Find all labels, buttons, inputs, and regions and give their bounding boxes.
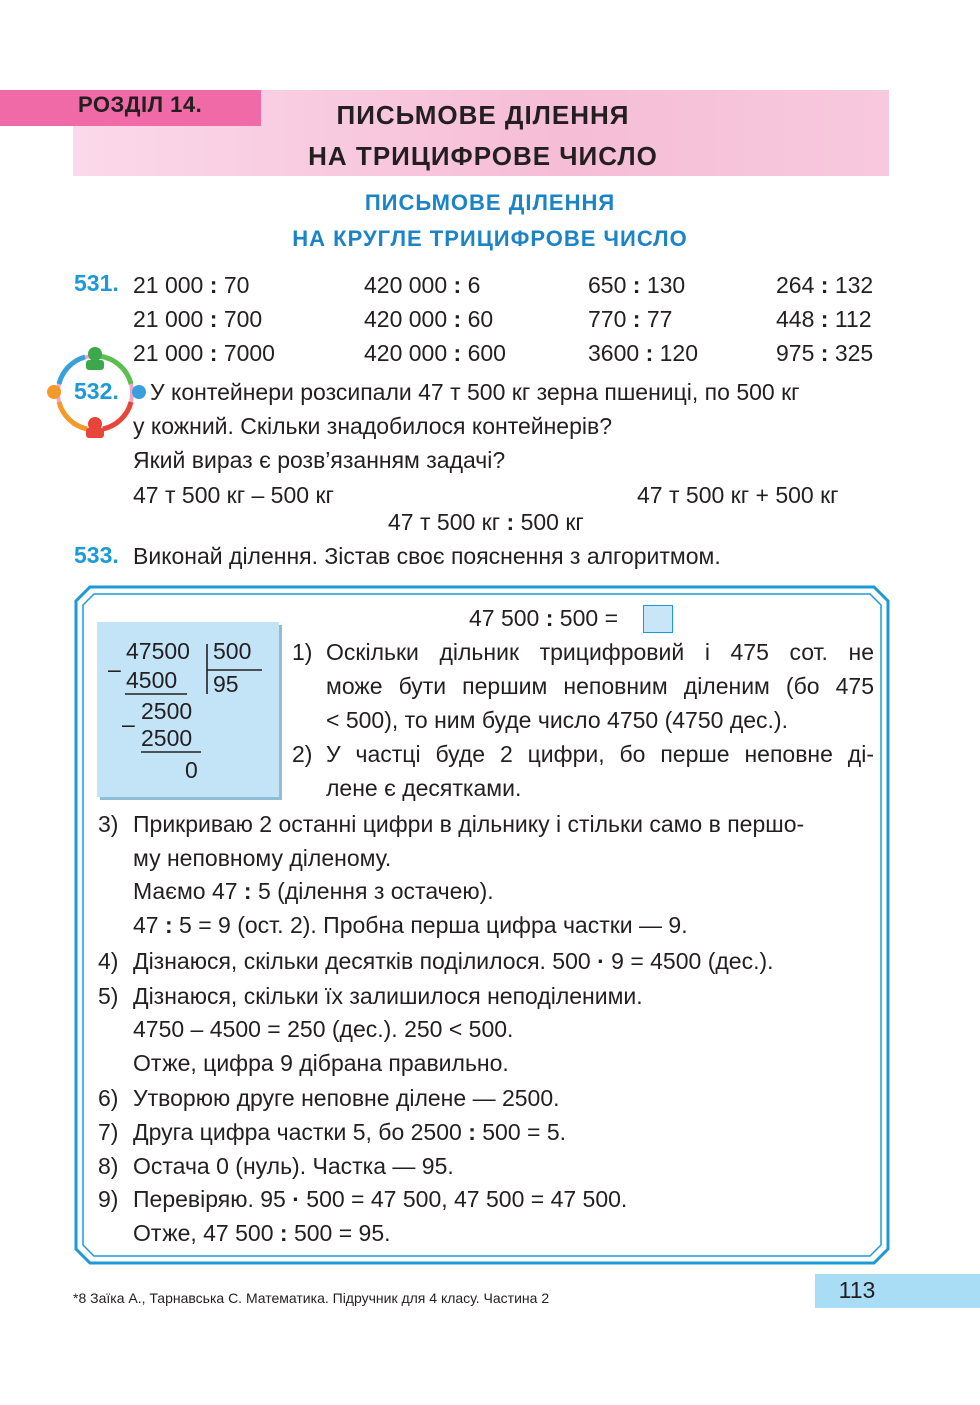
exercise-531-expression: 21 000 : 7000 [133,340,275,366]
step-3-line4: 47 : 5 = 9 (ост. 2). Пробна перша цифра частки — 9. [133,912,688,938]
step-9-number: 9) [98,1186,119,1212]
minus-sign-2: – [122,711,135,737]
exercise-531-expression: 448 : 112 [776,306,872,332]
step-9-line1: Перевіряю. 95 · 500 = 47 500, 47 500 = 47 500. [133,1186,628,1212]
exercise-531-expression: 21 000 : 700 [133,306,263,332]
step-8-text: Остача 0 (нуль). Частка — 95. [133,1153,454,1179]
step-7-text: Друга цифра частки 5, бо 2500 : 500 = 5. [133,1119,567,1145]
exercise-532-number: 532. [74,378,119,404]
subtrahend-1: 4500 [126,667,178,693]
step-2-number: 2) [292,741,313,767]
exercise-531-expression: 770 : 77 [588,306,673,332]
final-remainder: 0 [185,757,198,783]
step-7-number: 7) [98,1119,119,1145]
step-2-line1: У частці буде 2 цифри, бо перше неповне ді- [326,741,874,767]
divisor: 500 [213,638,252,664]
chapter-title-line2: НА ТРИЦИФРОВЕ ЧИСЛО [308,141,658,171]
exercise-532-line3: Який вираз є розв’язанням задачі? [133,447,506,473]
exercise-532-line2: у кожний. Скільки знадобилося контейнерів? [133,413,613,439]
long-division-lines [97,622,279,797]
minus-sign-1: – [108,656,121,682]
exercise-531-expression: 3600 : 120 [588,340,698,366]
step-3-line3: Маємо 47 : 5 (ділення з остачею). [133,878,494,904]
exercise-531-expression: 650 : 130 [588,272,686,298]
step-1-line2: може бути першим неповним діленим (бо 475 [326,673,874,699]
exercise-531-expression: 264 : 132 [776,272,874,298]
footer-note: *8 Заїка А., Тарнавська С. Математика. Підручник для 4 класу. Частина 2 [73,1290,550,1306]
step-5-number: 5) [98,983,119,1009]
exercise-531-expression: 420 000 : 60 [364,306,494,332]
step-5-line1: Дізнаюся, скільки їх залишилося неподіленими. [133,983,643,1009]
step-1-number: 1) [292,639,313,665]
step-9-line2: Отже, 47 500 : 500 = 95. [133,1220,391,1246]
quotient: 95 [213,671,239,697]
step-4-text: Дізнаюся, скільки десятків поділилося. 500 · 9 = 4500 (дес.). [133,948,774,974]
step-3-line2: му неповному діленому. [133,845,392,871]
step-3-line1: Прикриваю 2 останні цифри в дільнику і стільки само в першо- [133,811,805,837]
lesson-subtitle [180,185,800,257]
exercise-532-line1: У контейнери розсипали 47 т 500 кг зерна пшениці, по 500 кг [150,379,800,405]
exercise-532-option-1: 47 т 500 кг – 500 кг [133,482,334,508]
exercise-532-option-3: 47 т 500 кг : 500 кг [388,509,584,535]
dividend: 47500 [126,638,190,664]
step-6-text: Утворюю друге неповне ділене — 2500. [133,1085,560,1111]
chapter-title-line1: ПИСЬМОВЕ ДІЛЕННЯ [336,100,630,130]
step-5-line3: Отже, цифра 9 дібрана правильно. [133,1050,509,1076]
chapter-title [261,95,705,177]
step-5-line2: 4750 – 4500 = 250 (дес.). 250 < 500. [133,1016,514,1042]
exercise-531-number: 531. [74,270,119,296]
division-equation: 47 500 : 500 = [469,605,619,631]
exercise-531-expression: 420 000 : 600 [364,340,506,366]
exercise-531-expression: 21 000 : 70 [133,272,250,298]
step-8-number: 8) [98,1153,119,1179]
lesson-subtitle-line1: ПИСЬМОВЕ ДІЛЕННЯ [364,190,616,215]
step-1-line1: Оскільки дільник трицифровий і 475 сот. не [326,639,874,665]
subtrahend-2: 2500 [141,725,193,751]
step-4-number: 4) [98,948,119,974]
step-1-line3: < 500), то ним буде число 4750 (4750 дес.). [326,707,788,733]
step-2-line2: лене є десятками. [326,775,522,801]
step-6-number: 6) [98,1085,119,1111]
exercise-531-expression: 975 : 325 [776,340,874,366]
remainder-1: 2500 [141,698,193,724]
exercise-533-text: Виконай ділення. Зістав своє пояснення з алгоритмом. [133,543,721,569]
section-label: РОЗДІЛ 14. [78,92,203,117]
exercise-531-expression: 420 000 : 6 [364,272,481,298]
page-number: 113 [838,1277,876,1303]
answer-box [643,605,673,633]
lesson-subtitle-line2: НА КРУГЛЕ ТРИЦИФРОВЕ ЧИСЛО [292,226,688,251]
exercise-532-option-2: 47 т 500 кг + 500 кг [637,482,839,508]
step-3-number: 3) [98,811,119,837]
exercise-533-number: 533. [74,542,119,568]
